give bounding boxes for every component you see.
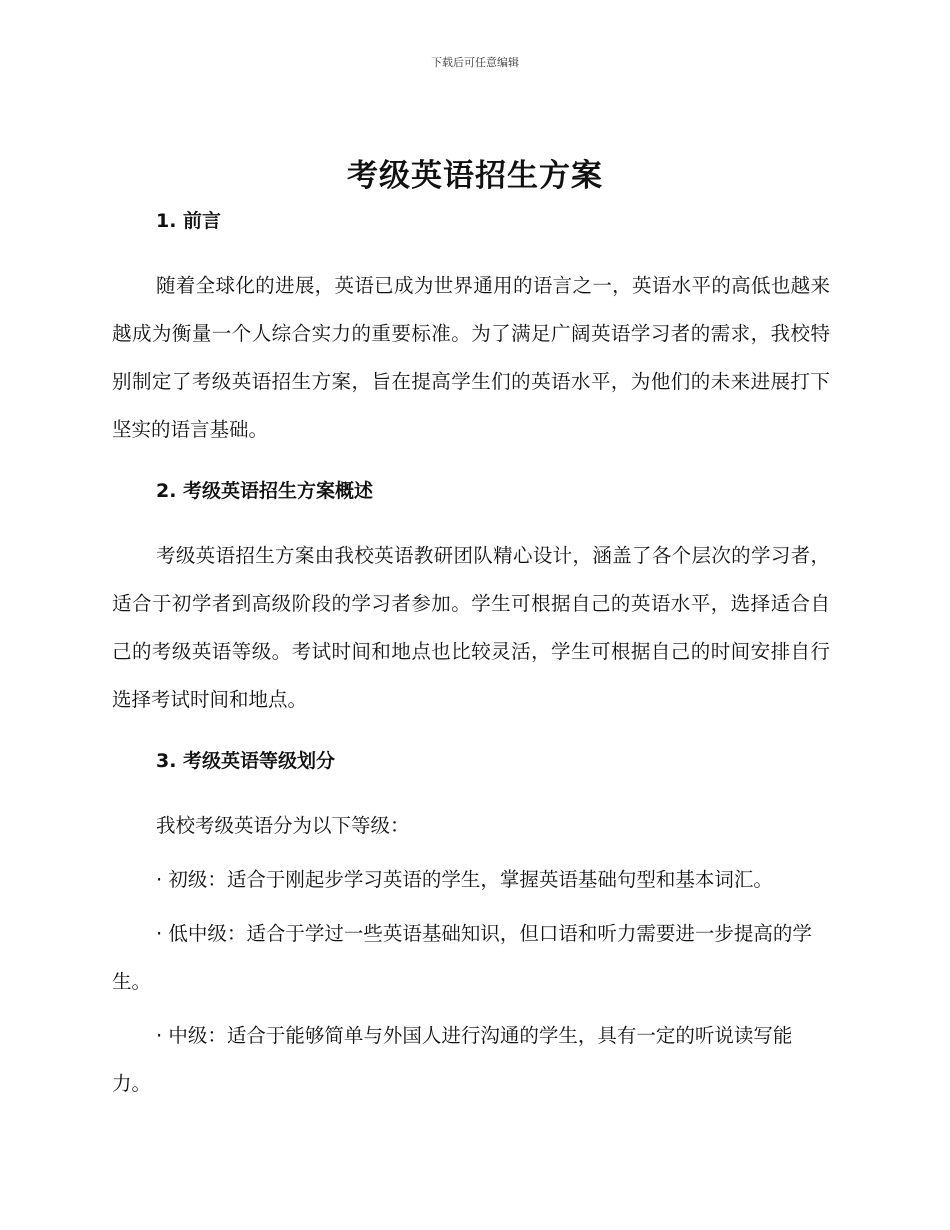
section-heading: 1. 前言: [156, 210, 222, 232]
section-paragraph: 随着全球化的进展，英语已成为世界通用的语言之一，英语水平的高低也越来越成为衡量一个人综合实力的重要标准。为了满足广阔英语学习者的需求，我校特别制定了考级英语招生方案，旨在提高学生们的英语水平，为他们的未来进展打下坚实的语言基础。: [112, 274, 830, 441]
document-body: [112, 204, 830, 1108]
section-preface: [112, 204, 830, 474]
level-item-lower-intermediate: · 低中级：适合于学过一些英语基础知识，但口语和听力需要进一步提高的学生。: [112, 922, 812, 993]
section-paragraph: 考级英语招生方案由我校英语教研团队精心设计，涵盖了各个层次的学习者，适合于初学者到高级阶段的学习者参加。学生可根据自己的英语水平，选择适合自己的考级英语等级。考试时间和地点也比较灵活，学生可根据自己的时间安排自行选择考试时间和地点。: [112, 544, 830, 711]
section-heading: 3. 考级英语等级划分: [156, 750, 336, 772]
section-overview: [112, 474, 830, 744]
level-item-intermediate: · 中级：适合于能够简单与外国人进行沟通的学生，具有一定的听说读写能力。: [112, 1024, 793, 1095]
section-heading: 2. 考级英语招生方案概述: [156, 480, 374, 502]
header-note: 下载后可任意编辑: [431, 56, 519, 69]
section-paragraph: 我校考级英语分为以下等级：: [156, 814, 410, 837]
section-levels: [112, 744, 830, 1108]
document-title: 考级英语招生方案: [347, 158, 603, 194]
level-item-beginner: · 初级：适合于刚起步学习英语的学生，掌握英语基础句型和基本词汇。: [156, 868, 773, 891]
